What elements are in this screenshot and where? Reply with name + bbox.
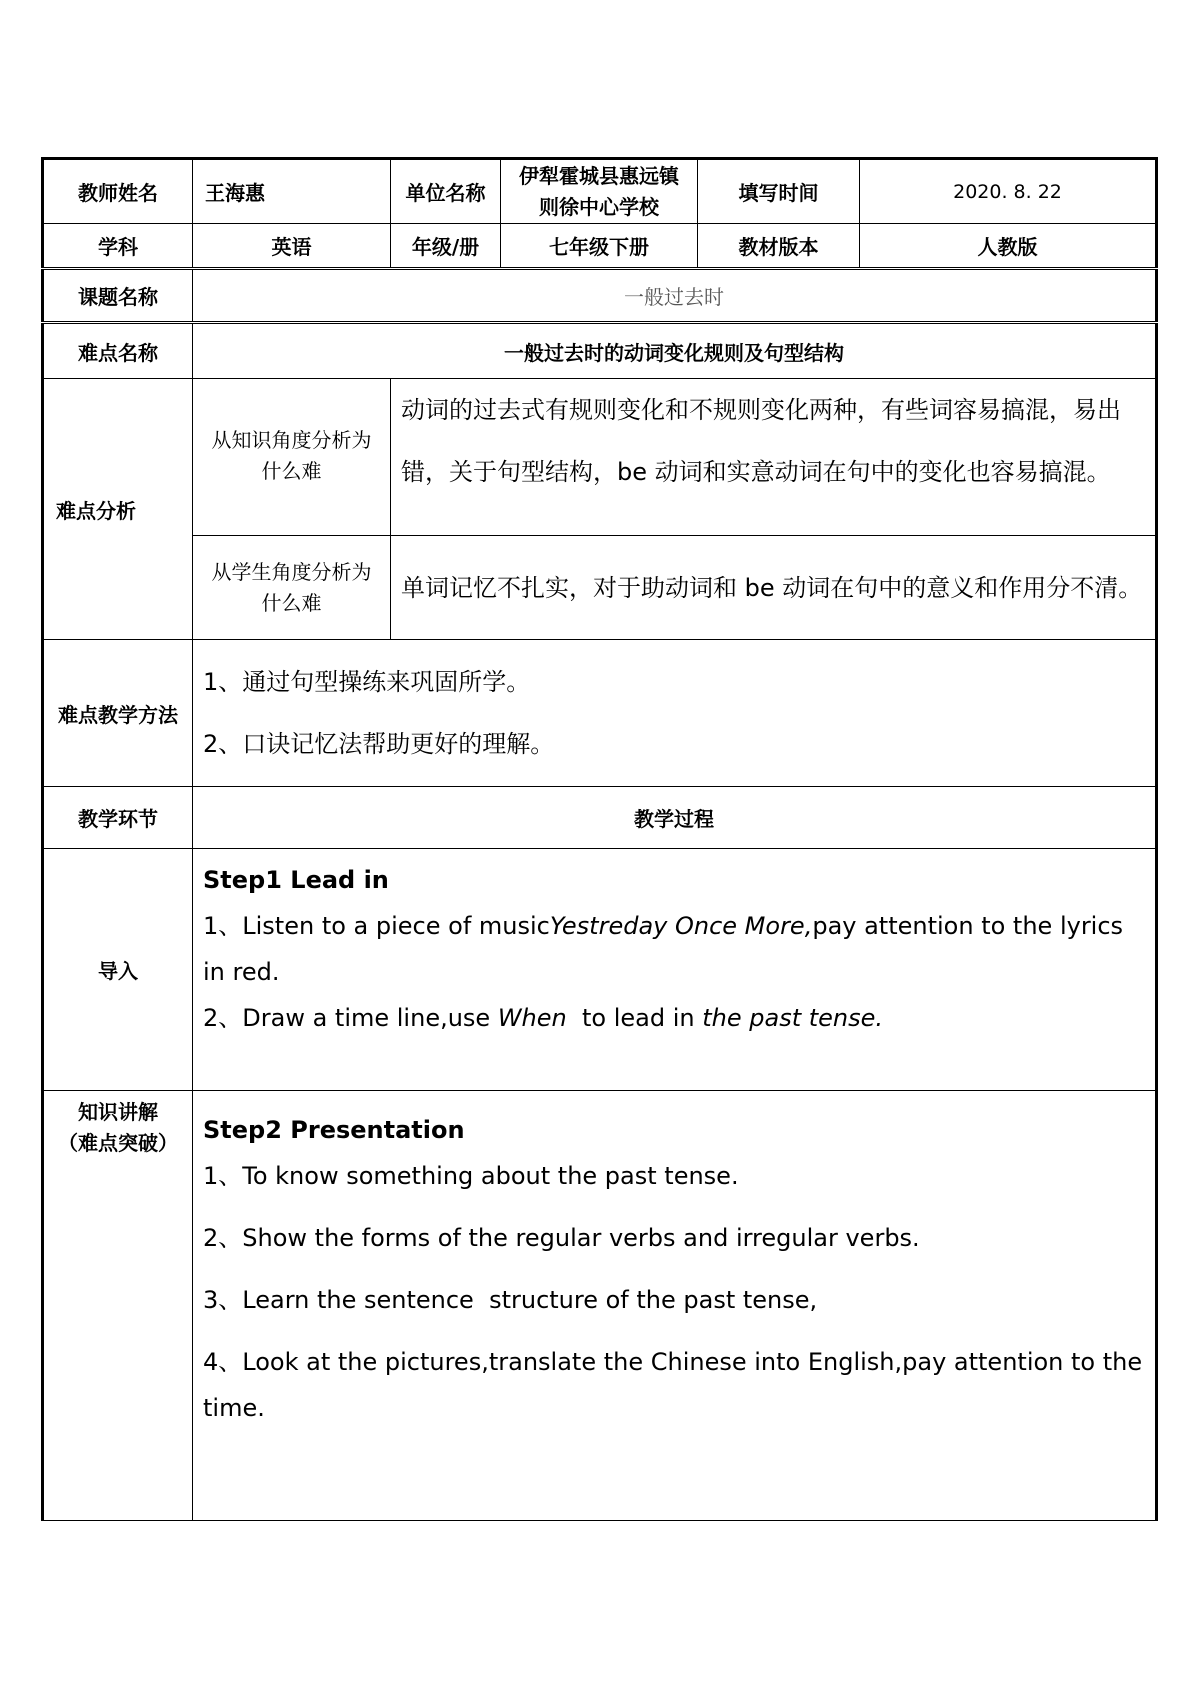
unit-name-line-2: 则徐中心学校 [539,194,659,219]
grade-label: 年级/册 [391,224,501,269]
presentation-item-4-line-1: 4、Look at the pictures,translate the Chinese into English,pay attention to the [203,1348,1143,1376]
presentation-item-2: 2、Show the forms of the regular verbs and irregular verbs. [203,1224,920,1252]
subject-label: 学科 [43,224,193,269]
lesson-plan-table [41,157,1158,1521]
knowledge-angle-label [193,379,391,536]
intro-item-2-prefix: 2、Draw a time line,use [203,1004,498,1032]
intro-item-1-suffix: pay attention to the lyrics [812,912,1124,940]
methods-label: 难点教学方法 [43,640,193,787]
knowledge-text-line-2: 错，关于句型结构，be 动词和实意动词在句中的变化也容易搞混。 [401,458,1111,486]
presentation-item-4-line-2: time. [203,1394,265,1422]
difficulty-row [43,323,1157,379]
presentation-content [193,1091,1157,1521]
student-angle-line-1: 从学生角度分析为 [211,559,372,584]
presentation-item-3: 3、Learn the sentence structure of the past tense, [203,1286,818,1314]
intro-item-2-italic-tense: the past tense. [702,1004,884,1032]
intro-item-1-left [203,903,1123,949]
topic-label: 课题名称 [43,269,193,323]
method-item-1: 1、通过句型操练来巩固所学。 [203,668,531,696]
student-angle-line-2: 什么难 [261,590,322,615]
intro-content [193,849,1157,1091]
intro-item-1-italic: Yestreday Once More, [549,912,813,940]
intro-item-2 [203,995,1145,1041]
difficulty-value: 一般过去时的动词变化规则及句型结构 [193,323,1157,379]
header-row-2 [43,224,1157,269]
unit-name-value [501,159,698,224]
fill-date-label: 填写时间 [698,159,860,224]
teaching-stage-label: 教学环节 [43,787,193,849]
edition-label: 教材版本 [698,224,860,269]
analysis-knowledge-row [43,379,1157,536]
unit-name-line-1: 伊犁霍城县惠远镇 [519,163,679,188]
intro-item-1-line-2: in red. [203,958,280,986]
knowledge-angle-text [391,379,1157,536]
methods-content [193,640,1157,787]
student-angle-label [193,536,391,640]
knowledge-angle-line-1: 从知识角度分析为 [211,428,372,452]
difficulty-label: 难点名称 [43,323,193,379]
unit-name-label: 单位名称 [391,159,501,224]
teacher-name-value: 王海惠 [193,159,391,224]
edition-value: 人教版 [860,224,1157,269]
analysis-student-row [43,536,1157,640]
presentation-label [43,1091,193,1521]
grade-value: 七年级下册 [501,224,698,269]
presentation-label-line-2: （难点突破） [58,1131,178,1155]
knowledge-angle-line-2: 什么难 [261,459,322,483]
lesson-plan-sheet [41,157,1155,1521]
intro-item-2-middle: to lead in [566,1004,703,1032]
header-row-1 [43,159,1157,224]
student-angle-text: 单词记忆不扎实，对于助动词和 be 动词在句中的意义和作用分不清。 [391,536,1157,640]
knowledge-text-line-1: 动词的过去式有规则变化和不规则变化两种，有些词容易搞混，易出 [401,396,1121,424]
intro-item-1-prefix: 1、Listen to a piece of music [203,912,550,940]
teacher-name-label: 教师姓名 [43,159,193,224]
fill-date-value: 2020. 8. 22 [860,159,1157,224]
teaching-process-label: 教学过程 [193,787,1157,849]
subject-value: 英语 [193,224,391,269]
presentation-label-line-1: 知识讲解 [78,1100,158,1124]
step1-title: Step1 Lead in [203,866,389,894]
topic-row [43,269,1157,323]
method-item-2: 2、口诀记忆法帮助更好的理解。 [203,730,555,758]
step2-title: Step2 Presentation [203,1116,465,1144]
intro-row [43,849,1157,1091]
process-header-row [43,787,1157,849]
analysis-label: 难点分析 [43,379,193,640]
methods-row [43,640,1157,787]
presentation-item-1: 1、To know something about the past tense. [203,1162,739,1190]
presentation-row [43,1091,1157,1521]
intro-item-1 [203,903,1145,949]
intro-item-2-italic-when: When [497,1004,567,1032]
intro-label: 导入 [43,849,193,1091]
topic-value: 一般过去时 [193,269,1157,323]
